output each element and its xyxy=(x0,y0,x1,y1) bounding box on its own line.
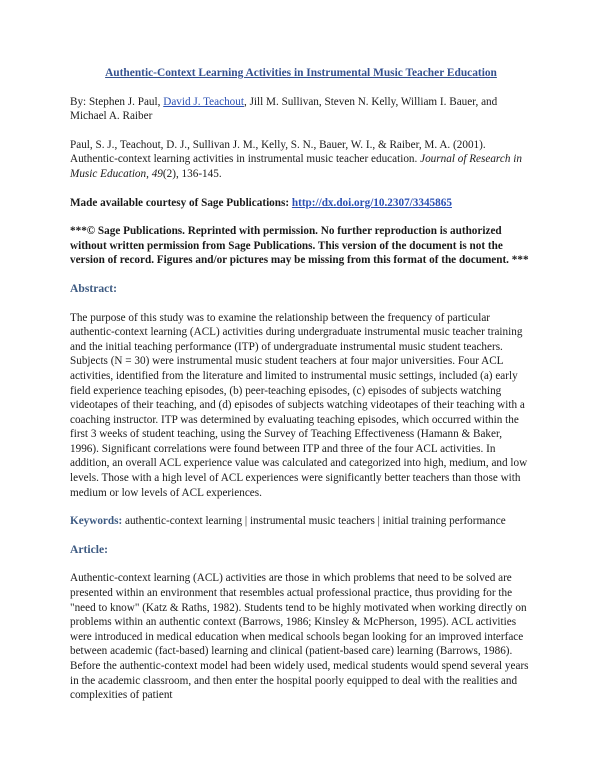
doi-link[interactable]: http://dx.doi.org/10.2307/3345865 xyxy=(291,196,452,209)
byline xyxy=(70,95,532,124)
courtesy-line xyxy=(70,196,532,211)
byline-prefix: By: Stephen J. Paul, xyxy=(70,95,164,108)
keywords-line xyxy=(70,514,532,529)
copyright-notice: ***© Sage Publications. Reprinted with permission. No further reproduction is authorized without written permission from Sage Publications. This version of the document is not the version of record. Figures and/or pictures may be missing from this format of the document. *** xyxy=(70,225,529,267)
paper-title xyxy=(70,66,532,81)
citation xyxy=(70,138,532,182)
byline-rest: , Jill M. Sullivan, Steven N. Kelly, William I. Bauer, and Michael A. Raiber xyxy=(70,95,498,123)
keywords-text: authentic-context learning | instrumental music teachers | initial training performance xyxy=(122,515,506,528)
courtesy-label: Made available courtesy of Sage Publications: xyxy=(70,196,292,209)
citation-journal: Journal of Research in Music Education, 49 xyxy=(70,153,522,180)
abstract-body: The purpose of this study was to examine the relationship between the frequency of particular authentic-context learning (ACL) activities during undergraduate instrumental music teacher training and the initial teaching performance (ITP) of undergraduate instrumental music student teachers. Subjects (N = 30) were instrumental music student teachers at four major universities. Four ACL activities, identified from the literature and limited to instrumental music settings, included (a) early field experience teaching episodes, (b) peer-teaching episodes, (c) episodes of subjects watching videotapes of their teaching, and (d) episodes of subjects watching videotapes of their teaching with a coaching instructor. ITP was determined by evaluating teaching episodes, which occurred within the first 3 weeks of student teaching, using the Survey of Teaching Effectiveness (Hamann & Baker, 1996). Significant correlations were found between ITP and three of the four ACL activities. In addition, an overall ACL experience value was calculated and categorized into high, medium, and low levels. Those with a high level of ACL experiences were significantly better teachers than those with medium or low levels of ACL experiences. xyxy=(70,311,528,499)
citation-part1: Paul, S. J., Teachout, D. J., Sullivan J. M., Kelly, S. N., Bauer, W. I., & Raiber, M. A. (2001). Authentic-context learning activities in instrumental music teacher education. xyxy=(70,138,486,166)
citation-part2: (2), 136-145. xyxy=(162,167,222,180)
author-link-teachout[interactable]: David J. Teachout xyxy=(163,95,244,108)
article-heading: Article: xyxy=(70,542,108,556)
keywords-label: Keywords: xyxy=(70,515,123,528)
article-body: Authentic-context learning (ACL) activities are those in which problems that need to be solved are presented within an environment that resembles actual professional practice, thus providing for the "need to know" (Katz & Raths, 1982). Students tend to be highly motivated when working directly on problems within an authentic context (Barrows, 1986; Kinsley & McPherson, 1995). ACL activities were introduced in medical education when medical schools began looking for an improved interface between academic (fact-based) learning and clinical (patient-based care) learning (Barrows, 1986). Before the authentic-context model had been widely used, medical students would spend several years in the academic classroom, and then enter the hospital poorly equipped to deal with the realities and complexities of patient xyxy=(70,572,529,702)
paper-title-link[interactable]: Authentic-Context Learning Activities in Instrumental Music Teacher Education xyxy=(105,67,497,79)
abstract-heading: Abstract: xyxy=(70,281,118,295)
